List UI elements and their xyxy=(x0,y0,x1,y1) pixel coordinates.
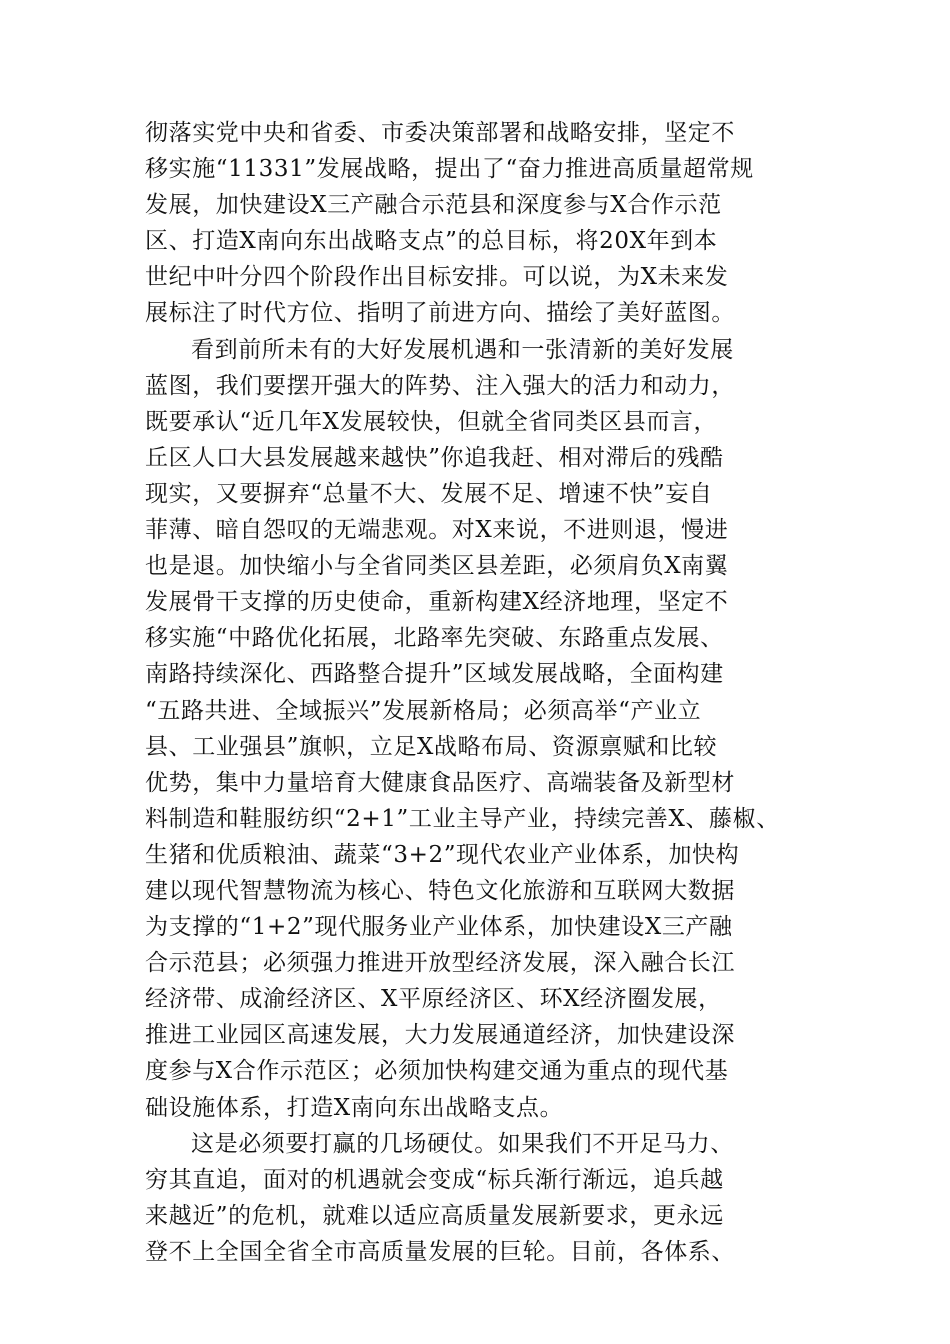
text-line: 彻落实党中央和省委、市委决策部署和战略安排，坚定不 xyxy=(145,120,735,146)
text-line: 菲薄、暗自怨叹的无端悲观。对X来说，不进则退，慢进 xyxy=(145,517,729,544)
text-line: 既要承认“近几年X发展较快，但就全省同类区县而言， xyxy=(145,408,718,435)
text-line: 度参与X合作示范区；必须加快构建交通为重点的现代基 xyxy=(145,1058,729,1085)
paragraph-3 xyxy=(145,1126,825,1270)
text-line: 推进工业园区高速发展，大力发展通道经济，加快建设深 xyxy=(145,1022,735,1049)
text-line: 现实，又要摒弃“总量不大、发展不足、增速不快”妄自 xyxy=(145,480,713,507)
text-line: 区、打造X南向东出战略支点”的总目标，将20X年到本 xyxy=(145,228,718,255)
text-line: 县、工业强县”旗帜，立足X战略布局、资源禀赋和比较 xyxy=(145,733,718,760)
text-line: 发展骨干支撑的历史使命，重新构建X经济地理，坚定不 xyxy=(145,589,729,616)
text-line: 建以现代智慧物流为核心、特色文化旅游和互联网大数据 xyxy=(145,877,735,904)
text-line: 丘区人口大县发展越来越快”你追我赶、相对滞后的残酷 xyxy=(145,444,724,471)
text-line: 看到前所未有的大好发展机遇和一张清新的美好发展 xyxy=(191,336,734,363)
text-line: 生猪和优质粮油、蔬菜“3+2”现代农业产业体系，加快构 xyxy=(145,841,740,868)
text-line: 南路持续深化、西路整合提升”区域发展战略，全面构建 xyxy=(145,661,724,688)
text-line: “五路共进、全域振兴”发展新格局；必须高举“产业立 xyxy=(145,697,702,724)
text-line: 发展，加快建设X三产融合示范县和深度参与X合作示范 xyxy=(145,192,722,219)
text-line: 穷其直追，面对的机遇就会变成“标兵渐行渐远，追兵越 xyxy=(145,1166,724,1193)
text-line: 登不上全国全省全市高质量发展的巨轮。目前，各体系、 xyxy=(145,1238,735,1265)
text-line: 也是退。加快缩小与全省同类区县差距，必须肩负X南翼 xyxy=(145,553,729,580)
text-line: 经济带、成渝经济区、X平原经济区、环X经济圈发展， xyxy=(145,986,722,1013)
text-line: 蓝图，我们要摆开强大的阵势、注入强大的活力和动力， xyxy=(145,372,735,399)
text-line: 合示范县；必须强力推进开放型经济发展，深入融合长江 xyxy=(145,950,735,977)
paragraph-2 xyxy=(145,332,825,1126)
text-line: 世纪中叶分四个阶段作出目标安排。可以说，为X未来发 xyxy=(145,264,729,291)
text-line: 这是必须要打赢的几场硬仗。如果我们不开足马力、 xyxy=(191,1130,734,1157)
text-line: 础设施体系，打造X南向东出战略支点。 xyxy=(145,1094,564,1121)
text-line: 展标注了时代方位、指明了前进方向、描绘了美好蓝图。 xyxy=(145,300,735,327)
text-line: 来越近”的危机，就难以适应高质量发展新要求，更永远 xyxy=(145,1202,724,1229)
text-line: 优势，集中力量培育大健康食品医疗、高端装备及新型材 xyxy=(145,769,735,796)
text-line: 为支撑的“1+2”现代服务业产业体系，加快建设X三产融 xyxy=(145,914,733,941)
paragraph-1 xyxy=(145,115,825,332)
text-line: 移实施“中路优化拓展，北路率先突破、东路重点发展、 xyxy=(145,625,724,652)
text-line: 移实施“11331”发展战略，提出了“奋力推进高质量超常规 xyxy=(145,156,754,183)
text-line: 料制造和鞋服纺织“2+1”工业主导产业，持续完善X、藤椒、 xyxy=(145,805,780,832)
body-text xyxy=(145,115,825,1270)
